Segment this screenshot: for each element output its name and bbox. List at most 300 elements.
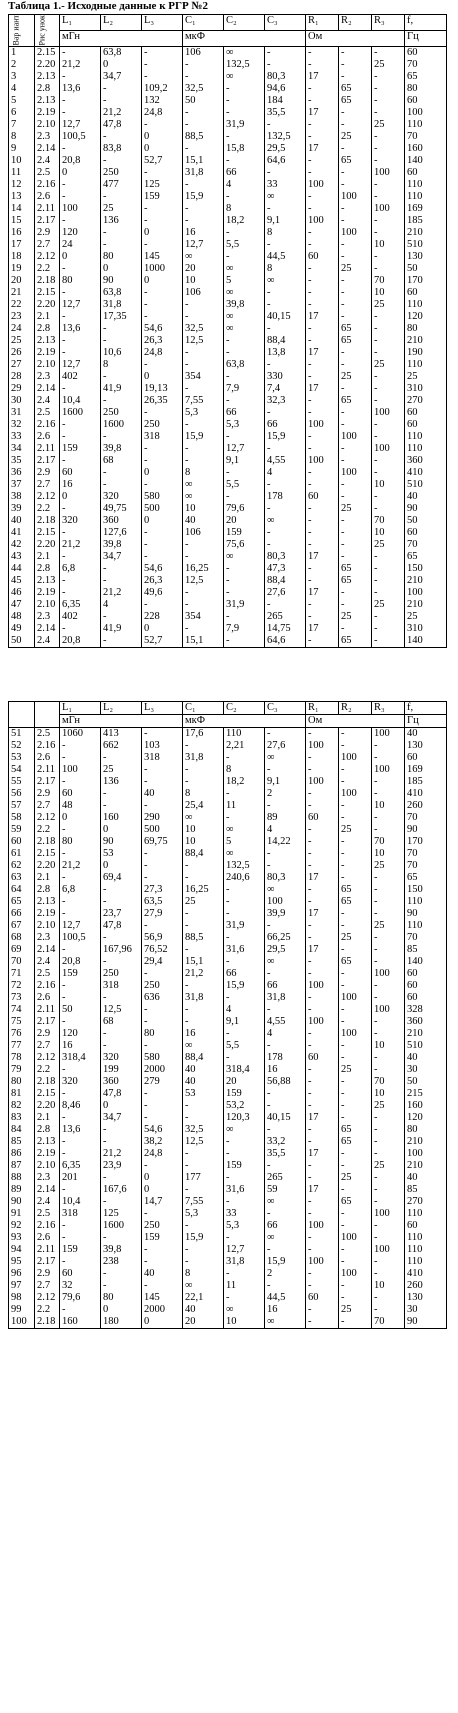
table-row (9, 623, 447, 635)
cell-c1: - (183, 1244, 224, 1256)
cell-l3: 250 (142, 980, 183, 992)
cell-c1: ∞ (183, 812, 224, 824)
cell-r2: - (339, 1184, 372, 1196)
cell-c3: 66 (265, 980, 306, 992)
cell-c1: 10 (183, 503, 224, 515)
table-row (9, 371, 447, 383)
cell-l2: 320 (101, 491, 142, 503)
table-row (9, 824, 447, 836)
cell-l3: - (142, 1088, 183, 1100)
cell-l3: - (142, 848, 183, 860)
col-header-r2: R₂ (339, 15, 372, 31)
cell-l1: 12,7 (60, 920, 101, 932)
cell-l1: 12,7 (60, 299, 101, 311)
table-row (9, 191, 447, 203)
cell-l3: 279 (142, 1076, 183, 1088)
cell-f: 110 (405, 179, 447, 191)
cell-r3: - (372, 944, 405, 956)
cell-r3: - (372, 1172, 405, 1184)
cell-c1: 106 (183, 46, 224, 59)
cell-r1: - (306, 515, 339, 527)
cell-r1: - (306, 46, 339, 59)
cell-c1: - (183, 980, 224, 992)
cell-l3: 40 (142, 788, 183, 800)
cell-c1: - (183, 1100, 224, 1112)
cell-r3: - (372, 383, 405, 395)
cell-variant: 71 (9, 968, 35, 980)
cell-f: 110 (405, 1244, 447, 1256)
cell-f: 50 (405, 1076, 447, 1088)
cell-c1: 88,5 (183, 932, 224, 944)
cell-r2: - (339, 46, 372, 59)
cell-c1: 32,5 (183, 83, 224, 95)
cell-r2: - (339, 1004, 372, 1016)
cell-c1: 20 (183, 1316, 224, 1329)
cell-figure: 2.18 (35, 275, 60, 287)
cell-variant: 99 (9, 1304, 35, 1316)
cell-c1: - (183, 383, 224, 395)
cell-figure: 2.20 (35, 539, 60, 551)
cell-r2: - (339, 968, 372, 980)
cell-l1: - (60, 1184, 101, 1196)
cell-r3: - (372, 95, 405, 107)
cell-r1: - (306, 191, 339, 203)
cell-c3: - (265, 287, 306, 299)
cell-f: 210 (405, 599, 447, 611)
cell-r2: - (339, 203, 372, 215)
cell-l2: 0 (101, 59, 142, 71)
cell-c3: 4,55 (265, 455, 306, 467)
cell-l1: 10,4 (60, 395, 101, 407)
cell-l3: - (142, 1280, 183, 1292)
cell-figure: 2.13 (35, 896, 60, 908)
cell-c2: 66 (224, 407, 265, 419)
cell-c3: 66,25 (265, 932, 306, 944)
cell-f: 170 (405, 275, 447, 287)
cell-r2: 65 (339, 323, 372, 335)
cell-r3: - (372, 992, 405, 1004)
cell-c1: - (183, 419, 224, 431)
cell-r3: 10 (372, 287, 405, 299)
cell-l3: 63,5 (142, 896, 183, 908)
cell-c2: - (224, 155, 265, 167)
cell-r1: - (306, 752, 339, 764)
cell-c2: - (224, 347, 265, 359)
cell-r1: - (306, 431, 339, 443)
cell-f: 130 (405, 1292, 447, 1304)
cell-r1: - (306, 611, 339, 623)
cell-figure: 2.10 (35, 359, 60, 371)
cell-figure: 2.13 (35, 95, 60, 107)
cell-c3: - (265, 728, 306, 741)
table-row (9, 1088, 447, 1100)
cell-figure: 2.4 (35, 635, 60, 648)
cell-f: 169 (405, 203, 447, 215)
cell-l1: 10,4 (60, 1196, 101, 1208)
cell-r3: 100 (372, 764, 405, 776)
cell-r3: 25 (372, 599, 405, 611)
cell-variant: 35 (9, 455, 35, 467)
cell-l2: 49,75 (101, 503, 142, 515)
cell-l1: 21,2 (60, 860, 101, 872)
cell-l3: 80 (142, 1028, 183, 1040)
table-row (9, 263, 447, 275)
cell-c3: 16 (265, 1304, 306, 1316)
cell-c2: 11 (224, 800, 265, 812)
cell-c1: - (183, 587, 224, 599)
cell-l1: - (60, 980, 101, 992)
cell-l3: - (142, 1256, 183, 1268)
cell-variant: 47 (9, 599, 35, 611)
figure-header: Рис унок (35, 15, 60, 47)
cell-f: 65 (405, 551, 447, 563)
table-body-2 (9, 728, 447, 1329)
table-row (9, 776, 447, 788)
cell-l1: - (60, 1232, 101, 1244)
cell-r3: - (372, 455, 405, 467)
cell-l1: - (60, 527, 101, 539)
cell-r2: - (339, 1088, 372, 1100)
cell-f: 90 (405, 1316, 447, 1329)
cell-r2: - (339, 251, 372, 263)
cell-l2: 199 (101, 1064, 142, 1076)
cell-r3: - (372, 1292, 405, 1304)
cell-c3: 44,5 (265, 251, 306, 263)
cell-r1: 100 (306, 455, 339, 467)
table-row (9, 479, 447, 491)
cell-c2: ∞ (224, 1304, 265, 1316)
cell-c1: 40 (183, 1076, 224, 1088)
cell-variant: 19 (9, 263, 35, 275)
cell-f: 85 (405, 944, 447, 956)
cell-c3: - (265, 527, 306, 539)
table-row (9, 46, 447, 59)
cell-figure: 2.4 (35, 395, 60, 407)
cell-c3: - (265, 479, 306, 491)
cell-l1: - (60, 431, 101, 443)
cell-variant: 21 (9, 287, 35, 299)
cell-r3: - (372, 347, 405, 359)
cell-c2: - (224, 932, 265, 944)
col-header-l3: L₃ (142, 15, 183, 31)
table-row (9, 155, 447, 167)
cell-r3: - (372, 143, 405, 155)
cell-c3: 88,4 (265, 335, 306, 347)
cell-r3: - (372, 1148, 405, 1160)
cell-c1: - (183, 107, 224, 119)
cell-r3: - (372, 335, 405, 347)
cell-r1: - (306, 359, 339, 371)
cell-f: 90 (405, 503, 447, 515)
cell-c1: - (183, 776, 224, 788)
cell-l3: 159 (142, 191, 183, 203)
cell-f: 110 (405, 431, 447, 443)
cell-c1: 15,1 (183, 155, 224, 167)
cell-variant: 53 (9, 752, 35, 764)
col-header-l3: L₃ (142, 702, 183, 715)
cell-variant: 72 (9, 980, 35, 992)
cell-c1: 15,1 (183, 956, 224, 968)
cell-f: 60 (405, 419, 447, 431)
cell-f: 100 (405, 107, 447, 119)
cell-l2: 63,8 (101, 46, 142, 59)
cell-r3: - (372, 776, 405, 788)
cell-figure: 2.9 (35, 788, 60, 800)
cell-c3: 27,6 (265, 740, 306, 752)
cell-c2: 8 (224, 203, 265, 215)
cell-r1: - (306, 1280, 339, 1292)
cell-l3: 14,7 (142, 1196, 183, 1208)
cell-f: 30 (405, 1064, 447, 1076)
cell-f: 40 (405, 728, 447, 741)
cell-r2: - (339, 119, 372, 131)
cell-r1: - (306, 167, 339, 179)
cell-figure: 2.18 (35, 1316, 60, 1329)
cell-c2: 132,5 (224, 59, 265, 71)
cell-r2: 65 (339, 155, 372, 167)
cell-r1: - (306, 968, 339, 980)
cell-l1: 0 (60, 812, 101, 824)
cell-l2: 127,6 (101, 527, 142, 539)
cell-r2: - (339, 623, 372, 635)
col-header-r3: R₃ (372, 702, 405, 715)
table-row (9, 872, 447, 884)
cell-r1: 17 (306, 872, 339, 884)
cell-variant: 85 (9, 1136, 35, 1148)
cell-c2: - (224, 1292, 265, 1304)
cell-f: 60 (405, 980, 447, 992)
cell-c3: ∞ (265, 1316, 306, 1329)
cell-l3: 54,6 (142, 563, 183, 575)
cell-figure: 2.17 (35, 776, 60, 788)
cell-l3: - (142, 311, 183, 323)
table-row (9, 932, 447, 944)
cell-f: 70 (405, 812, 447, 824)
cell-variant: 50 (9, 635, 35, 648)
table-row (9, 1172, 447, 1184)
table-row (9, 1196, 447, 1208)
cell-c1: ∞ (183, 491, 224, 503)
cell-f: 130 (405, 251, 447, 263)
cell-f: 270 (405, 395, 447, 407)
cell-l3: 69,75 (142, 836, 183, 848)
cell-f: 60 (405, 992, 447, 1004)
cell-l1: 60 (60, 1268, 101, 1280)
cell-f: 150 (405, 884, 447, 896)
cell-l1: - (60, 1064, 101, 1076)
cell-l1: - (60, 46, 101, 59)
cell-r3: 70 (372, 1316, 405, 1329)
cell-figure: 2.7 (35, 1280, 60, 1292)
cell-r3: - (372, 575, 405, 587)
cell-f: 70 (405, 59, 447, 71)
cell-l3: - (142, 71, 183, 83)
cell-c3: 16 (265, 1064, 306, 1076)
cell-f: 110 (405, 920, 447, 932)
cell-r3: - (372, 491, 405, 503)
cell-r1: - (306, 275, 339, 287)
cell-variant: 20 (9, 275, 35, 287)
cell-r1: - (306, 1172, 339, 1184)
cell-l2: 68 (101, 1016, 142, 1028)
table-row (9, 944, 447, 956)
table-row (9, 1316, 447, 1329)
table-row (9, 1064, 447, 1076)
cell-variant: 83 (9, 1112, 35, 1124)
cell-c3: 40,15 (265, 1112, 306, 1124)
cell-l3: - (142, 527, 183, 539)
cell-figure: 2.2 (35, 1304, 60, 1316)
col-header-f: f, (405, 15, 447, 31)
cell-l1: 13,6 (60, 1124, 101, 1136)
cell-c2: 5 (224, 836, 265, 848)
table-row (9, 1160, 447, 1172)
cell-r2: - (339, 1256, 372, 1268)
cell-l3: 0 (142, 1172, 183, 1184)
cell-l3: - (142, 59, 183, 71)
col-header-l1: L₁ (60, 15, 101, 31)
cell-r3: 25 (372, 539, 405, 551)
cell-figure: 2.1 (35, 551, 60, 563)
cell-c2: - (224, 611, 265, 623)
cell-r3: - (372, 83, 405, 95)
cell-c1: 354 (183, 611, 224, 623)
cell-variant: 39 (9, 503, 35, 515)
table-row (9, 992, 447, 1004)
cell-r3: - (372, 323, 405, 335)
cell-r3: - (372, 1052, 405, 1064)
unit-resistance: Ом (306, 715, 405, 728)
unit-frequency: Гц (405, 30, 447, 46)
cell-c2: - (224, 95, 265, 107)
cell-variant: 84 (9, 1124, 35, 1136)
cell-f: 140 (405, 956, 447, 968)
cell-variant: 86 (9, 1148, 35, 1160)
cell-c2: 318,4 (224, 1064, 265, 1076)
cell-l3: - (142, 1244, 183, 1256)
cell-figure: 2.6 (35, 431, 60, 443)
cell-c2: 33 (224, 1208, 265, 1220)
cell-r3: - (372, 788, 405, 800)
cell-l1: 100,5 (60, 932, 101, 944)
cell-r3: 70 (372, 1076, 405, 1088)
table-row (9, 215, 447, 227)
cell-variant: 4 (9, 83, 35, 95)
cell-r2: - (339, 299, 372, 311)
cell-c1: 40 (183, 1304, 224, 1316)
cell-variant: 89 (9, 1184, 35, 1196)
variant-header: Вар иант (9, 15, 35, 47)
cell-l1: 320 (60, 515, 101, 527)
cell-figure: 2.14 (35, 383, 60, 395)
cell-r2: - (339, 491, 372, 503)
cell-c1: 40 (183, 515, 224, 527)
cell-c1: - (183, 539, 224, 551)
cell-r1: - (306, 1040, 339, 1052)
cell-c2: - (224, 908, 265, 920)
cell-l2: - (101, 1268, 142, 1280)
cell-r3: - (372, 872, 405, 884)
cell-f: 140 (405, 635, 447, 648)
col-header-r3: R₃ (372, 15, 405, 31)
cell-f: 40 (405, 1172, 447, 1184)
cell-r1: - (306, 467, 339, 479)
cell-l2: 125 (101, 1208, 142, 1220)
cell-r2: 65 (339, 563, 372, 575)
cell-c2: - (224, 575, 265, 587)
cell-c2: 20 (224, 515, 265, 527)
cell-f: 160 (405, 1100, 447, 1112)
cell-c3: ∞ (265, 191, 306, 203)
table-row (9, 59, 447, 71)
cell-r3: 25 (372, 1160, 405, 1172)
table-row (9, 227, 447, 239)
cell-variant: 90 (9, 1196, 35, 1208)
cell-l1: 0 (60, 167, 101, 179)
cell-c2: ∞ (224, 263, 265, 275)
cell-r3: 100 (372, 1244, 405, 1256)
cell-c3: - (265, 1004, 306, 1016)
cell-c1: ∞ (183, 1040, 224, 1052)
cell-c1: 106 (183, 527, 224, 539)
cell-l3: - (142, 728, 183, 741)
cell-l3: 26,3 (142, 335, 183, 347)
cell-f: 270 (405, 1196, 447, 1208)
cell-f: 60 (405, 752, 447, 764)
cell-f: 60 (405, 968, 447, 980)
cell-l2: 25 (101, 764, 142, 776)
cell-l3: 0 (142, 143, 183, 155)
cell-c2: - (224, 896, 265, 908)
cell-variant: 33 (9, 431, 35, 443)
cell-c1: - (183, 908, 224, 920)
cell-l2: - (101, 335, 142, 347)
cell-c3: 184 (265, 95, 306, 107)
cell-r2: - (339, 920, 372, 932)
cell-r2: 65 (339, 1136, 372, 1148)
table-row (9, 788, 447, 800)
cell-f: 210 (405, 1028, 447, 1040)
cell-l1: 21,2 (60, 59, 101, 71)
cell-c2: 5,5 (224, 479, 265, 491)
cell-c3: 4,55 (265, 1016, 306, 1028)
cell-r3: - (372, 251, 405, 263)
cell-figure: 2.18 (35, 836, 60, 848)
cell-r1: 100 (306, 215, 339, 227)
table-row (9, 1304, 447, 1316)
cell-l2: 21,2 (101, 587, 142, 599)
cell-l2: - (101, 1196, 142, 1208)
cell-f: 100 (405, 587, 447, 599)
cell-f: 110 (405, 896, 447, 908)
cell-l3: - (142, 800, 183, 812)
cell-r3: - (372, 980, 405, 992)
cell-variant: 45 (9, 575, 35, 587)
cell-r1: 60 (306, 812, 339, 824)
table-row (9, 800, 447, 812)
col-header-r1: R₁ (306, 702, 339, 715)
table-row (9, 491, 447, 503)
cell-r1: - (306, 119, 339, 131)
cell-r3: 100 (372, 407, 405, 419)
cell-variant: 27 (9, 359, 35, 371)
cell-variant: 64 (9, 884, 35, 896)
cell-l3: 0 (142, 515, 183, 527)
cell-c2: 5,3 (224, 1220, 265, 1232)
cell-l2: - (101, 884, 142, 896)
cell-c2: - (224, 1136, 265, 1148)
cell-l3: 0 (142, 623, 183, 635)
